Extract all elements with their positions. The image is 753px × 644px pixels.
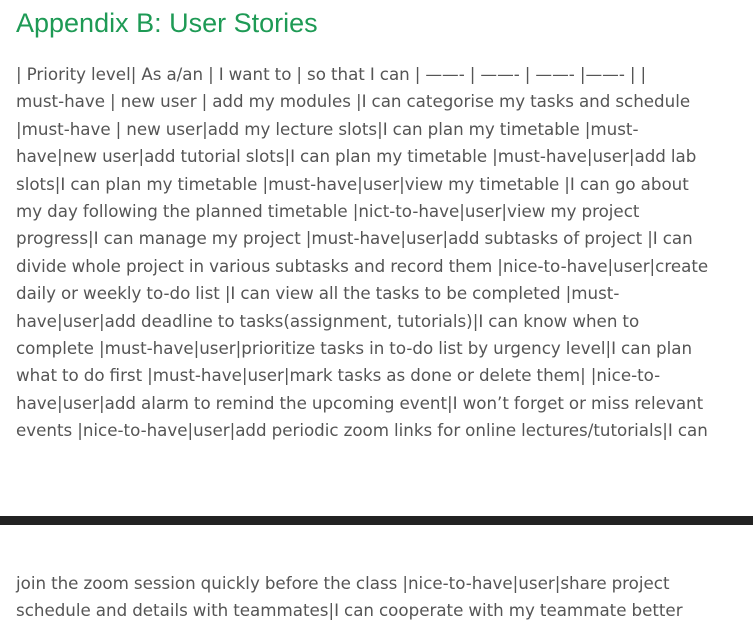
- text-line: events |nice-to-have|user|add periodic zoom links for online lectures/tutorials|I can: [16, 420, 708, 441]
- text-line: have|user|add alarm to remind the upcoming event|I won’t forget or miss relevant: [16, 392, 704, 413]
- text-line: have|new user|add tutorial slots|I can plan my timetable |must-have|user|add lab: [16, 146, 697, 167]
- text-line: daily or weekly to-do list |I can view all the tasks to be completed |must-: [16, 283, 620, 304]
- text-line: must-have | new user | add my modules |I can categorise my tasks and schedule: [16, 91, 691, 112]
- text-line: schedule and details with teammates|I can cooperate with my teammate better: [16, 600, 683, 621]
- text-line: what to do first |must-have|user|mark tasks as done or delete them| |nice-to-: [16, 365, 661, 386]
- text-line: have|user|add deadline to tasks(assignment, tutorials)|I can know when to: [16, 310, 640, 331]
- text-line: my day following the planned timetable |nict-to-have|user|view my project: [16, 200, 640, 221]
- page-break-divider: [0, 516, 753, 525]
- user-stories-text-block: [16, 61, 746, 444]
- text-line: complete |must-have|user|prioritize tasks in to-do list by urgency level|I can plan: [16, 337, 693, 358]
- text-line: divide whole project in various subtasks and record them |nice-to-have|user|create: [16, 255, 709, 276]
- text-line: | Priority level| As a/an | I want to | so that I can | ——- | ——- | ——- |——- | |: [16, 64, 647, 84]
- text-line: |must-have | new user|add my lecture slots|I can plan my timetable |must-: [16, 118, 639, 139]
- text-line: slots|I can plan my timetable |must-have|user|view my timetable |I can go about: [16, 173, 689, 194]
- text-line: join the zoom session quickly before the class |nice-to-have|user|share project: [16, 573, 670, 593]
- page-title: Appendix B: User Stories: [16, 8, 318, 38]
- user-stories-text-continuation: [16, 570, 746, 625]
- text-line: progress|I can manage my project |must-have|user|add subtasks of project |I can: [16, 228, 693, 249]
